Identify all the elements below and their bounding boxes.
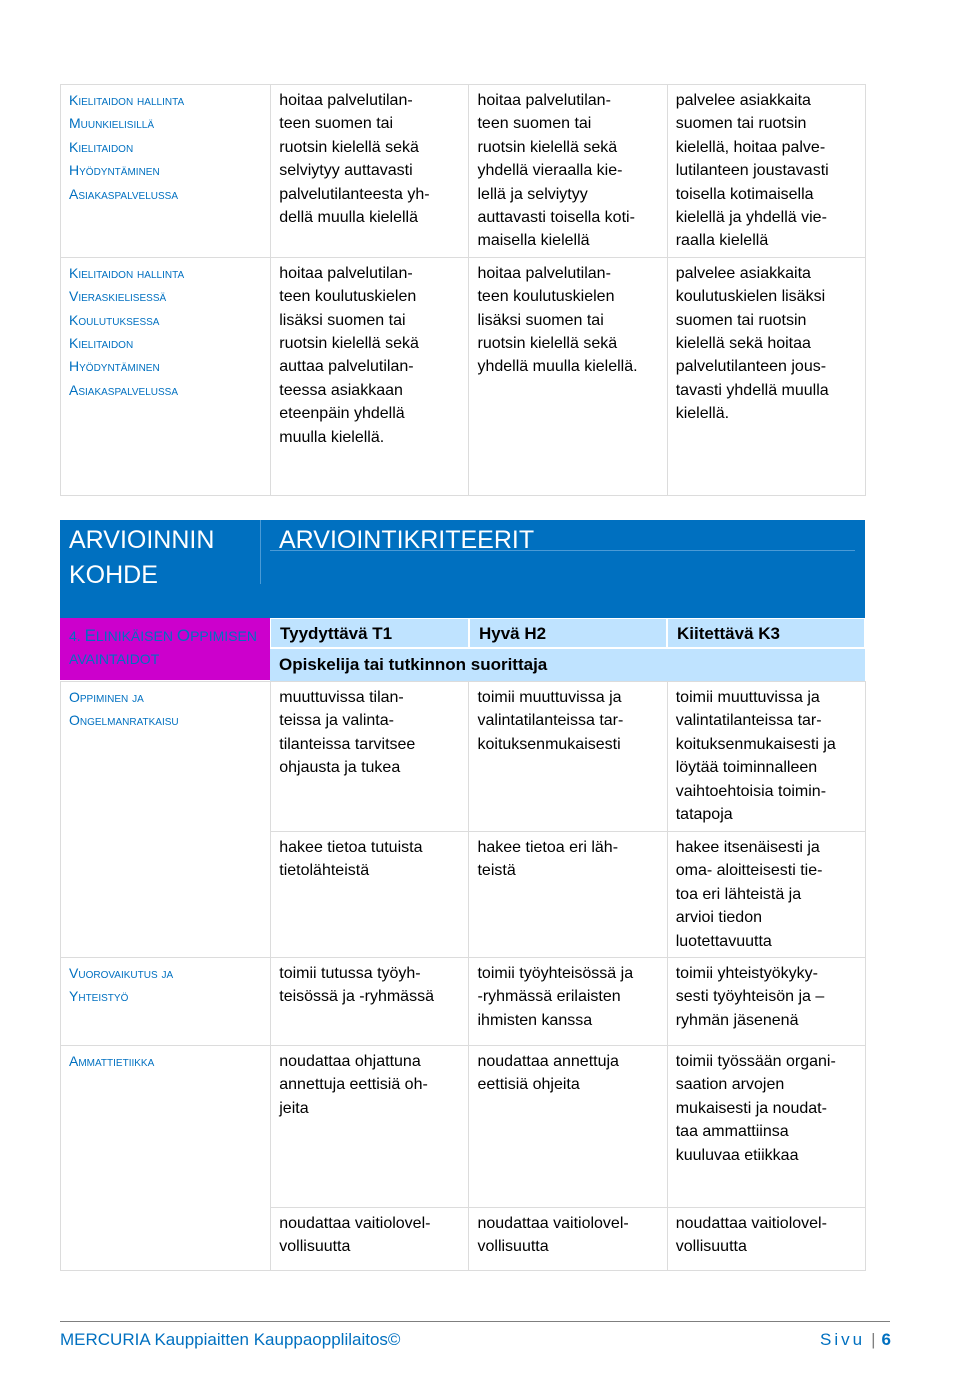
criteria-text-line: ruotsin kielellä sekä	[279, 335, 419, 353]
criteria-text-line: koituksenmukaisesti ja	[675, 735, 836, 753]
section4-title-block	[60, 618, 270, 680]
table-row	[61, 1208, 866, 1271]
criteria-text-line: dellä muulla kielellä	[279, 209, 418, 227]
h2-cell	[469, 1208, 667, 1271]
criteria-text-line: kielellä ja yhdellä vie-	[675, 209, 827, 227]
grade-t1-header: Tyydyttävä T1	[270, 618, 469, 648]
criteria-label-line: Muunkielisillä	[69, 115, 155, 132]
criteria-text-line: hoitaa palvelutilan-	[279, 92, 413, 109]
criteria-text-line: vollisuutta	[675, 1238, 747, 1256]
criteria-text-line: hoitaa palvelutilan-	[279, 264, 413, 282]
criteria-text-line: muuttuvissa tilan-	[279, 689, 404, 706]
criteria-label-line: Yhteistyö	[69, 988, 129, 1005]
k3-cell	[667, 85, 865, 258]
criteria-text-line: ohjausta ja tukea	[279, 759, 401, 777]
criteria-label-line: Ongelmanratkaisu	[69, 712, 179, 729]
criteria-text-line: kielellä, hoitaa palve-	[675, 138, 826, 156]
criteria-text-line: ihmisten kanssa	[477, 1011, 593, 1029]
criteria-text-line: eettisiä ohjeita	[477, 1076, 580, 1094]
criteria-text-line: kielellä sekä hoitaa	[675, 335, 811, 353]
criteria-text-line: saation arvojen	[675, 1076, 785, 1094]
criteria-text-line: maisella kielellä	[477, 232, 590, 250]
section4-title	[69, 624, 257, 672]
criteria-text-line: selviytyy auttavasti	[279, 162, 413, 180]
banner-title-right: ARVIOINTIKRITEERIT	[279, 526, 535, 554]
criteria-text-line: suomen tai ruotsin	[675, 115, 807, 133]
k3-cell	[667, 1208, 865, 1271]
criteria-text-line: vaihtoehtoisia toimin-	[675, 782, 827, 800]
criteria-text-line: eteenpäin yhdellä	[279, 405, 405, 423]
criteria-text-line: auttavasti toisella koti-	[477, 209, 635, 227]
criteria-label-cell	[61, 832, 271, 958]
criteria-label-line: Koulutuksessa	[69, 311, 160, 328]
criteria-label-line: Vieraskielisessä	[69, 288, 167, 305]
criteria-text-line: yhdellä muulla kielellä.	[477, 358, 638, 376]
k3-cell	[667, 1046, 865, 1208]
criteria-text-line: hakee tietoa tutuista	[279, 839, 423, 856]
criteria-text-line: teisössä ja -ryhmässä	[279, 988, 434, 1006]
criteria-text-line: luotettavuutta	[675, 932, 772, 950]
t1-cell	[271, 85, 469, 258]
criteria-text-line: palvelee asiakkaita	[675, 92, 811, 109]
criteria-text-line: tilanteissa tarvitsee	[279, 735, 416, 753]
criteria-text-line: toimii työssään organi-	[675, 1053, 836, 1071]
criteria-text-line: noudattaa annettuja	[477, 1053, 619, 1071]
criteria-text-line: noudattaa vaitiolovel-	[675, 1215, 827, 1233]
table-row	[61, 85, 866, 258]
criteria-text-line: lisäksi suomen tai	[477, 311, 604, 329]
criteria-text-line: raalla kielellä	[675, 232, 769, 250]
criteria-text-line: teen koulutuskielen	[279, 288, 417, 306]
t1-cell	[271, 1208, 469, 1271]
t1-cell	[271, 832, 469, 958]
criteria-text-line: hakee tietoa eri läh-	[477, 839, 619, 856]
criteria-text-line: oma- aloitteisesti tie-	[675, 862, 823, 880]
criteria-text-line: kuuluvaa etiikkaa	[675, 1146, 799, 1164]
criteria-text-line: noudattaa vaitiolovel-	[279, 1215, 431, 1233]
criteria-text-line: annettuja eettisiä oh-	[279, 1076, 428, 1094]
footer-page	[820, 1328, 891, 1352]
section4-title-line2: AVAINTAIDOT	[69, 651, 160, 668]
criteria-label-line: Asiakaspalvelussa	[69, 381, 179, 398]
criteria-text-line: toisella kotimaisella	[675, 185, 814, 203]
banner-title-left: ARVIOINNIN KOHDE	[69, 526, 215, 589]
grade-k3-header: Kiitettävä K3	[667, 618, 865, 648]
banner-divider	[260, 520, 261, 584]
criteria-text-line: yhdellä vieraalla kie-	[477, 162, 623, 180]
criteria-text-line: teen suomen tai	[279, 115, 394, 133]
table-row	[61, 832, 866, 958]
criteria-label-line: Kielitaidon hallinta	[69, 264, 185, 281]
t1-cell	[271, 257, 469, 495]
criteria-text-line: ruotsin kielellä sekä	[477, 138, 618, 156]
criteria-text-line: mukaisesti ja noudat-	[675, 1099, 827, 1117]
criteria-label-line: Hyödyntäminen	[69, 162, 160, 179]
criteria-text-line: palvelee asiakkaita	[675, 264, 811, 282]
criteria-text-line: palvelutilanteen jous-	[675, 358, 827, 376]
criteria-text-line: tietolähteistä	[279, 862, 370, 880]
criteria-label-line: Kielitaidon hallinta	[69, 92, 185, 108]
criteria-text-line: teistä	[477, 862, 516, 880]
criteria-text-line: valintatilanteissa tar-	[675, 712, 822, 730]
criteria-label-cell	[61, 257, 271, 495]
footer-divider	[60, 1321, 890, 1322]
t1-cell	[271, 958, 469, 1046]
criteria-text-line: -ryhmässä erilaisten	[477, 988, 621, 1006]
criteria-text-line: sesti työyhteisön ja –	[675, 988, 825, 1006]
k3-cell	[667, 257, 865, 495]
criteria-label-cell	[61, 958, 271, 1046]
criteria-text-line: noudattaa ohjattuna	[279, 1053, 421, 1071]
criteria-text-line: ruotsin kielellä sekä	[477, 335, 618, 353]
criteria-text-line: taa ammattiinsa	[675, 1123, 789, 1141]
h2-cell	[469, 958, 667, 1046]
criteria-label-line: Oppiminen ja	[69, 689, 144, 705]
subheader-learner: Opiskelija tai tutkinnon suorittaja	[270, 649, 865, 681]
criteria-label-line: Vuorovaikutus ja	[69, 965, 174, 982]
criteria-text-line: teen suomen tai	[477, 115, 592, 133]
criteria-label-line: Kielitaidon	[69, 138, 134, 155]
k3-cell	[667, 682, 865, 832]
criteria-text-line: lisäksi suomen tai	[279, 311, 406, 329]
criteria-text-line: hoitaa palvelutilan-	[477, 264, 611, 282]
table-row	[61, 958, 866, 1046]
criteria-text-line: löytää toiminnalleen	[675, 759, 818, 777]
criteria-text-line: lellä ja selviytyy	[477, 185, 588, 203]
criteria-text-line: teissa ja valinta-	[279, 712, 394, 730]
language-skills-table	[60, 84, 866, 496]
h2-cell	[469, 682, 667, 832]
criteria-text-line: hakee itsenäisesti ja	[675, 839, 820, 856]
criteria-text-line: kielellä.	[675, 405, 730, 423]
criteria-text-line: tatapoja	[675, 806, 733, 824]
criteria-text-line: hoitaa palvelutilan-	[477, 92, 611, 109]
criteria-text-line: toimii työyhteisössä ja	[477, 965, 634, 983]
criteria-text-line: teen koulutuskielen	[477, 288, 615, 306]
criteria-text-line: toimii muuttuvissa ja	[477, 689, 622, 706]
criteria-text-line: ruotsin kielellä sekä	[279, 138, 419, 156]
k3-cell	[667, 832, 865, 958]
criteria-text-line: toimii muuttuvissa ja	[675, 689, 820, 706]
criteria-text-line: auttaa palvelutilan-	[279, 358, 414, 376]
criteria-label-cell	[61, 85, 271, 258]
criteria-text-line: tavasti yhdellä muulla	[675, 381, 829, 399]
criteria-text-line: teessa asiakkaan	[279, 381, 403, 399]
criteria-text-line: arvioi tiedon	[675, 909, 762, 927]
page-number: 6	[881, 1330, 891, 1349]
grade-h2-header: Hyvä H2	[469, 618, 667, 648]
criteria-text-line: jeita	[279, 1099, 309, 1117]
criteria-label-line: Ammattietiikka	[69, 1053, 155, 1070]
criteria-text-line: palvelutilanteesta yh-	[279, 185, 430, 203]
t1-cell	[271, 682, 469, 832]
criteria-label-line: Asiakaspalvelussa	[69, 185, 179, 202]
h2-cell	[469, 257, 667, 495]
criteria-label-cell	[61, 1046, 271, 1208]
k3-cell	[667, 958, 865, 1046]
criteria-label-cell	[61, 682, 271, 832]
criteria-text-line: toimii yhteistyökyky-	[675, 965, 818, 983]
page-label: Sivu	[820, 1330, 866, 1349]
h2-cell	[469, 832, 667, 958]
table-row	[61, 682, 866, 832]
criteria-text-line: toimii tutussa työyh-	[279, 965, 421, 983]
criteria-label-line: Kielitaidon	[69, 335, 134, 352]
t1-cell	[271, 1046, 469, 1208]
lifelong-skills-table	[60, 681, 866, 1271]
criteria-text-line: muulla kielellä.	[279, 428, 385, 446]
criteria-text-line: koituksenmukaisesti	[477, 735, 621, 753]
criteria-text-line: valintatilanteissa tar-	[477, 712, 624, 730]
criteria-text-line: vollisuutta	[477, 1238, 549, 1256]
h2-cell	[469, 85, 667, 258]
criteria-text-line: suomen tai ruotsin	[675, 311, 807, 329]
table-row	[61, 1046, 866, 1208]
criteria-label-line: Hyödyntäminen	[69, 358, 160, 375]
section4-title-line1: 4. ELINIKÄISEN OPPIMISEN	[69, 626, 257, 645]
criteria-text-line: koulutuskielen lisäksi	[675, 288, 826, 306]
table-row	[61, 257, 866, 495]
criteria-text-line: vollisuutta	[279, 1238, 351, 1256]
footer-school-name: MERCURIA Kauppiaitten Kauppaopplilaitos©	[60, 1330, 401, 1349]
criteria-text-line: toa eri lähteistä ja	[675, 885, 802, 903]
h2-cell	[469, 1046, 667, 1208]
criteria-text-line: noudattaa vaitiolovel-	[477, 1215, 629, 1233]
criteria-text-line: lutilanteen joustavasti	[675, 162, 829, 180]
assessment-banner	[60, 520, 865, 618]
criteria-text-line: ryhmän jäsenenä	[675, 1011, 799, 1029]
page-separator: |	[871, 1330, 876, 1349]
criteria-label-cell	[61, 1208, 271, 1271]
